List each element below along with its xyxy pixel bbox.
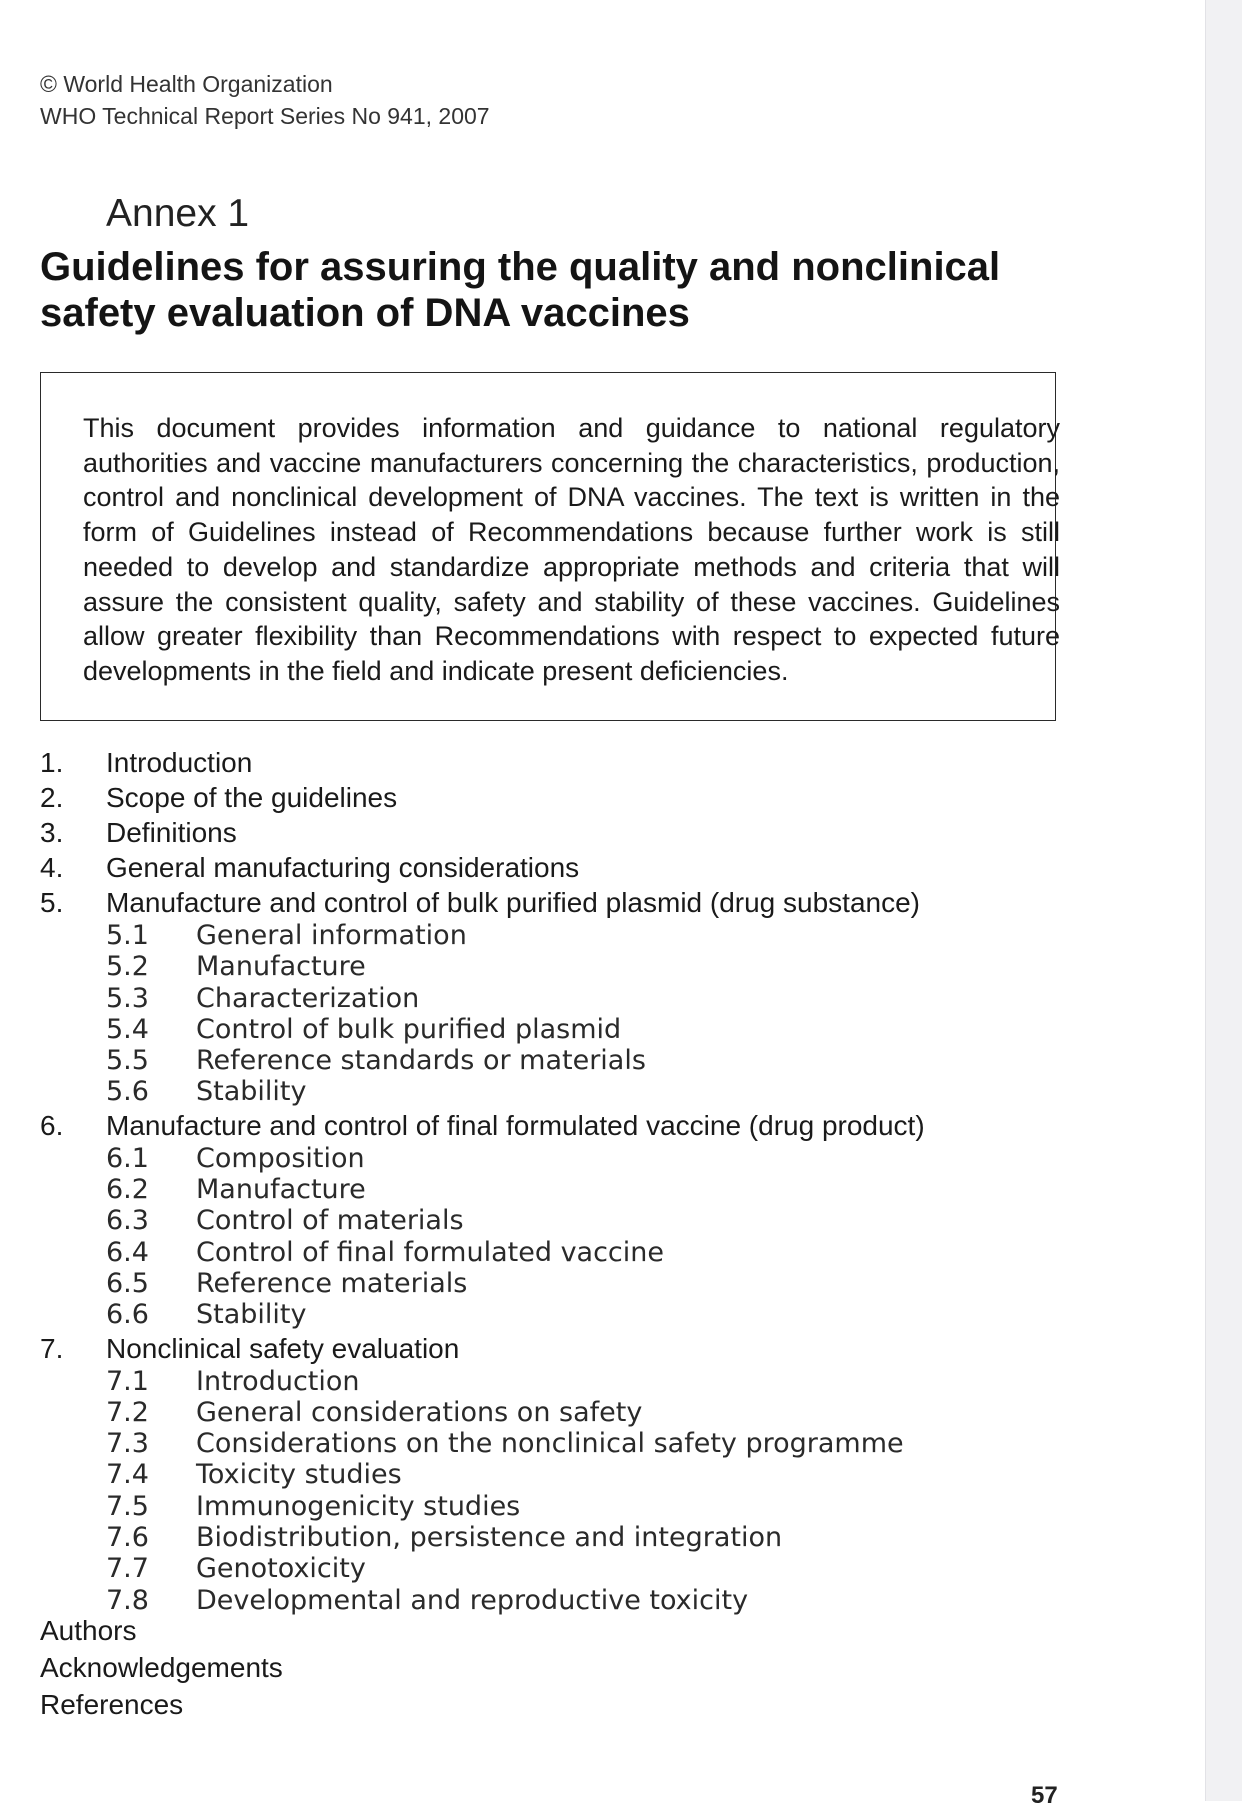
document-header bbox=[40, 68, 490, 132]
toc-subsection-label: Immunogenicity studies bbox=[196, 1490, 521, 1522]
toc-subsection-label: Characterization bbox=[196, 982, 420, 1014]
toc-subsection-6-3 bbox=[40, 1205, 1190, 1236]
abstract-box bbox=[40, 372, 1060, 721]
toc-subsection-number: 6.6 bbox=[106, 1299, 149, 1331]
toc-section-number: 6. bbox=[40, 1109, 64, 1141]
toc-section-number: 5. bbox=[40, 887, 64, 918]
toc-subsection-number: 7.6 bbox=[106, 1522, 149, 1554]
page-number: 57 bbox=[1031, 1782, 1058, 1809]
toc-section-label: Manufacture and control of bulk purified plasmid (drug substance) bbox=[106, 887, 920, 918]
toc-subsection-5-5 bbox=[40, 1045, 1190, 1076]
copyright-line: © World Health Organization bbox=[40, 71, 333, 97]
toc-subsection-number: 7.5 bbox=[106, 1490, 149, 1522]
toc-subsection-label: Reference materials bbox=[196, 1267, 468, 1299]
toc-subsection-label: Control of final formulated vaccine bbox=[196, 1236, 665, 1268]
toc-section-label: General manufacturing considerations bbox=[106, 852, 580, 883]
toc-subsection-label: Composition bbox=[196, 1142, 365, 1174]
toc-subsection-label: Stability bbox=[196, 1299, 307, 1331]
title-line-1: Guidelines for assuring the quality and nonclinical bbox=[40, 245, 1001, 289]
toc-subsection-number: 5.6 bbox=[106, 1076, 149, 1108]
toc-subsection-label: Manufacture bbox=[196, 1174, 366, 1206]
toc-section-1 bbox=[40, 745, 1190, 780]
toc-subsection-label: General information bbox=[196, 920, 467, 951]
toc-subsection-7-4 bbox=[40, 1459, 1190, 1490]
toc-section-label: Scope of the guidelines bbox=[106, 782, 398, 813]
toc-subsection-5-1 bbox=[40, 920, 1190, 951]
toc-section-7 bbox=[40, 1331, 1190, 1366]
toc-subsection-7-6 bbox=[40, 1522, 1190, 1553]
toc-authors: Authors bbox=[40, 1614, 137, 1646]
toc-subsection-label: Toxicity studies bbox=[196, 1459, 402, 1491]
toc-subsection-label: Biodistribution, persistence and integration bbox=[196, 1522, 783, 1554]
toc-section-label: Manufacture and control of final formulated vaccine (drug product) bbox=[106, 1109, 925, 1141]
toc-subsection-label: General considerations on safety bbox=[196, 1396, 643, 1428]
toc-section-number: 2. bbox=[40, 782, 64, 813]
page-edge-gutter bbox=[1205, 0, 1242, 1801]
toc-subsection-number: 7.1 bbox=[106, 1365, 149, 1397]
toc-subsection-number: 6.5 bbox=[106, 1267, 149, 1299]
toc-section-4 bbox=[40, 850, 1190, 885]
toc-subsection-label: Introduction bbox=[196, 1365, 360, 1397]
toc-subsection-number: 5.2 bbox=[106, 951, 149, 983]
toc-section-2 bbox=[40, 780, 1190, 815]
toc-section-number: 1. bbox=[40, 747, 64, 778]
toc-subsection-6-4 bbox=[40, 1237, 1190, 1268]
toc-subsection-7-1 bbox=[40, 1366, 1190, 1397]
toc-section-number: 7. bbox=[40, 1332, 64, 1364]
toc-subsection-number: 7.2 bbox=[106, 1396, 149, 1428]
abstract-text: This document provides information and guidance to national regulatory authorities and vaccine manufacturers concerning the characteristics, production, control and nonclinical development of DNA vaccines. The text is written in the form of Guidelines instead of Recommendations because further work is still needed to develop and standardize appropriate methods and criteria that will assure the consistent quality, safety and stability of these vaccines. Guidelines allow greater flexibility than Recommendations with respect to expected future developments in the field and indicate present deficiencies. bbox=[83, 413, 1060, 686]
toc-subsection-label: Control of materials bbox=[196, 1205, 464, 1237]
toc-subsection-number: 6.3 bbox=[106, 1205, 149, 1237]
toc-subsection-5-2 bbox=[40, 951, 1190, 982]
toc-subsection-number: 5.3 bbox=[106, 982, 149, 1014]
toc-subsection-number: 7.3 bbox=[106, 1428, 149, 1460]
toc-subsection-6-2 bbox=[40, 1174, 1190, 1205]
toc-subsection-number: 7.4 bbox=[106, 1459, 149, 1491]
toc-subsection-number: 5.5 bbox=[106, 1045, 149, 1077]
toc-section-6 bbox=[40, 1108, 1190, 1143]
toc-subsection-5-6 bbox=[40, 1076, 1190, 1107]
toc-subsection-7-3 bbox=[40, 1428, 1190, 1459]
toc-section-label: Definitions bbox=[106, 817, 237, 848]
toc-subsection-7-2 bbox=[40, 1397, 1190, 1428]
toc-subsection-number: 6.2 bbox=[106, 1174, 149, 1206]
toc-subsection-label: Reference standards or materials bbox=[196, 1045, 646, 1077]
toc-subsection-number: 5.1 bbox=[106, 920, 149, 951]
toc-subsection-label: Stability bbox=[196, 1076, 307, 1108]
annex-label: Annex 1 bbox=[106, 192, 250, 235]
toc-subsection-label: Developmental and reproductive toxicity bbox=[196, 1584, 749, 1616]
toc-references: References bbox=[40, 1688, 184, 1720]
table-of-contents bbox=[40, 745, 1190, 1723]
toc-section-label: Introduction bbox=[106, 747, 253, 778]
toc-subsection-number: 7.8 bbox=[106, 1584, 149, 1616]
toc-acknowledgements: Acknowledgements bbox=[40, 1651, 283, 1683]
toc-subsection-label: Genotoxicity bbox=[196, 1553, 366, 1585]
toc-subsection-6-6 bbox=[40, 1299, 1190, 1330]
toc-subsection-label: Manufacture bbox=[196, 951, 366, 983]
toc-subsection-number: 6.4 bbox=[106, 1236, 149, 1268]
toc-subsection-7-7 bbox=[40, 1553, 1190, 1584]
toc-section-5 bbox=[40, 885, 1190, 920]
toc-subsection-number: 6.1 bbox=[106, 1142, 149, 1174]
toc-subsection-7-5 bbox=[40, 1491, 1190, 1522]
toc-subsection-number: 7.7 bbox=[106, 1553, 149, 1585]
toc-subsection-6-1 bbox=[40, 1143, 1190, 1174]
toc-subsection-label: Control of bulk purified plasmid bbox=[196, 1013, 622, 1045]
title-line-2: safety evaluation of DNA vaccines bbox=[40, 291, 690, 335]
toc-section-number: 4. bbox=[40, 852, 64, 883]
toc-subsection-label: Considerations on the nonclinical safety programme bbox=[196, 1428, 904, 1460]
toc-subsection-5-3 bbox=[40, 983, 1190, 1014]
toc-section-3 bbox=[40, 815, 1190, 850]
series-line: WHO Technical Report Series No 941, 2007 bbox=[40, 103, 490, 129]
toc-subsection-6-5 bbox=[40, 1268, 1190, 1299]
toc-section-label: Nonclinical safety evaluation bbox=[106, 1332, 460, 1364]
document-title bbox=[40, 244, 1120, 336]
toc-section-number: 3. bbox=[40, 817, 64, 848]
toc-subsection-5-4 bbox=[40, 1014, 1190, 1045]
toc-subsection-number: 5.4 bbox=[106, 1013, 149, 1045]
